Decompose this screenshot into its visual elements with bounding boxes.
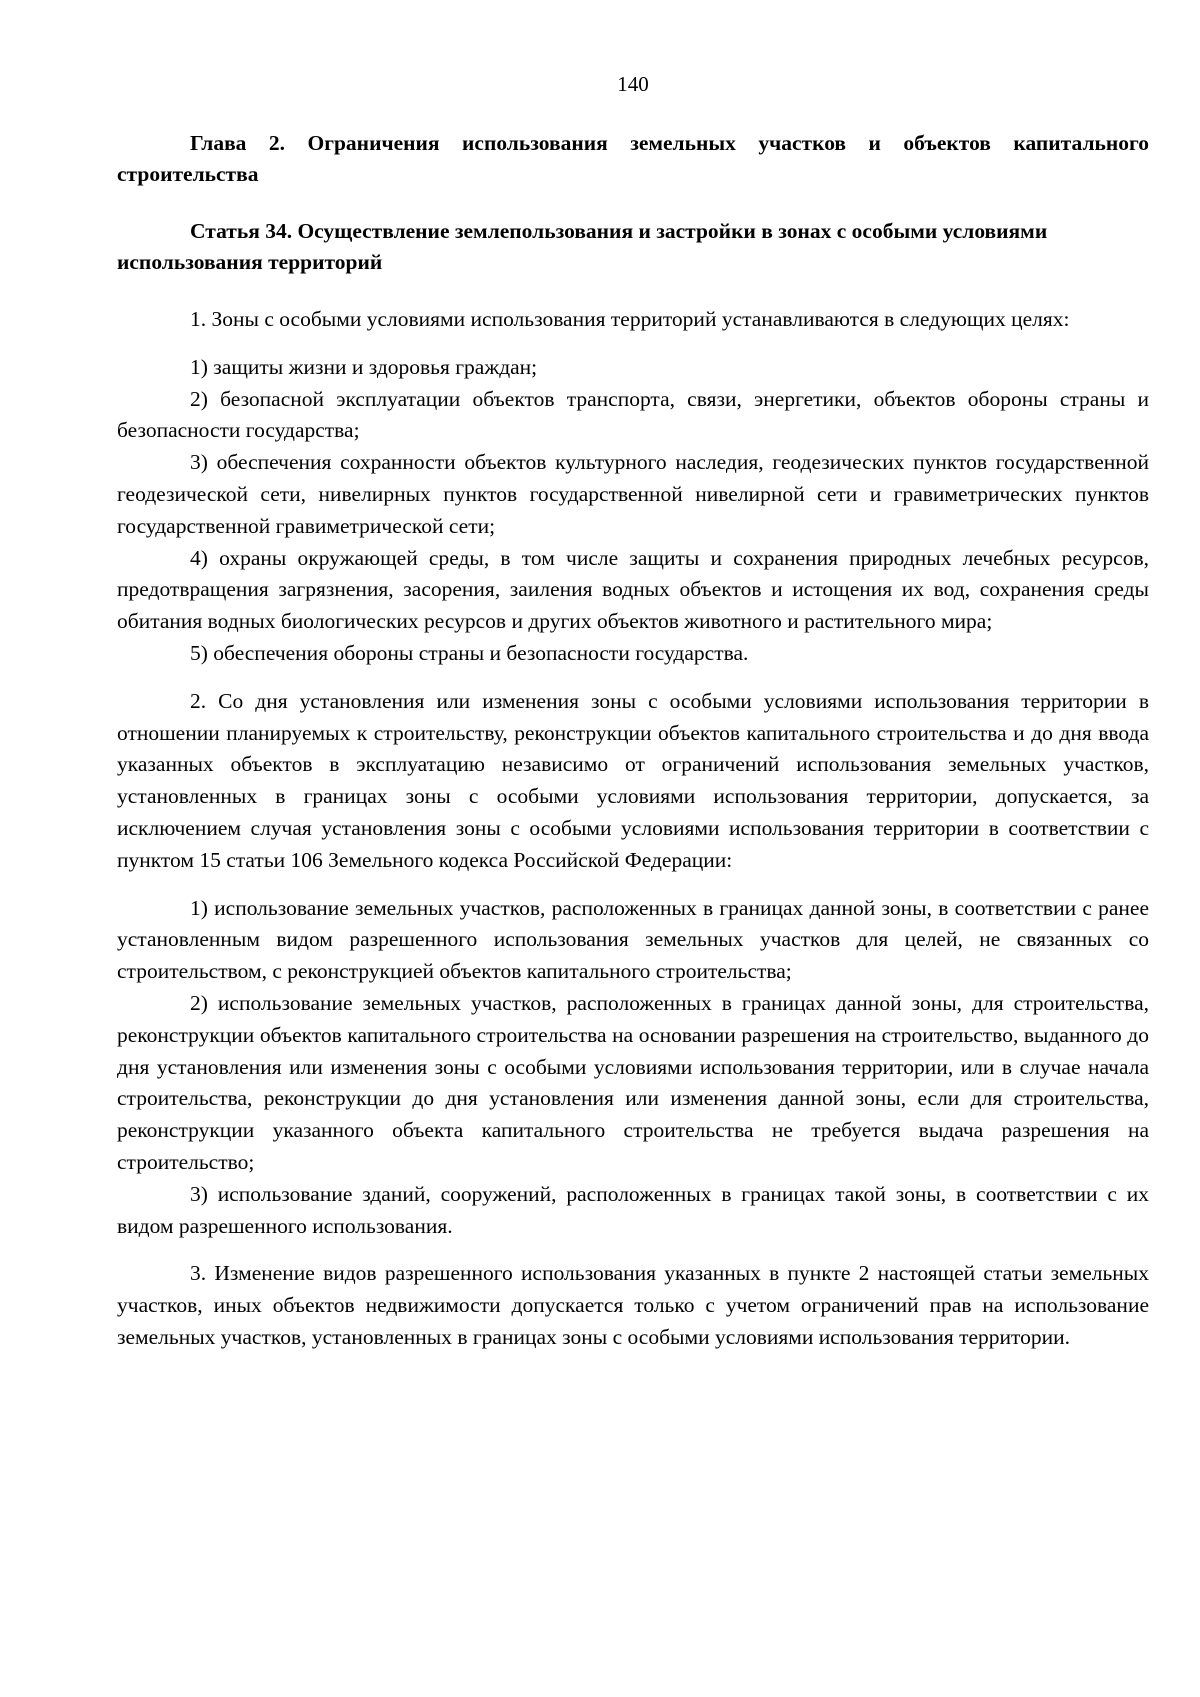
article-body (117, 304, 1149, 1354)
article-heading: Статья 34. Осуществление землепользования и застройки в зонах с особыми условиями использования территорий (117, 219, 1048, 274)
paragraph: 3. Изменение видов разрешенного использования указанных в пункте 2 настоящей статьи земельных участков, иных объектов недвижимости допускается только с учетом ограничений прав на использование земельных участков, установленных в границах зоны с особыми условиями использования территории. (117, 1261, 1149, 1349)
paragraph: 3) использование зданий, сооружений, расположенных в границах такой зоны, в соответствии с их видом разрешенного использования. (117, 1181, 1149, 1238)
paragraph: 1. Зоны с особыми условиями использования территорий устанавливаются в следующих целях: (190, 307, 1070, 331)
paragraph: 4) охраны окружающей среды, в том числе защиты и сохранения природных лечебных ресурсов, предотвращения загрязнения, засорения, заиления водных объектов и истощения их вод, сохранения среды обитания водных биологических ресурсов и других объектов животного и растительного мира; (117, 545, 1149, 634)
paragraph: 2) безопасной эксплуатации объектов транспорта, связи, энергетики, объектов обороны страны и безопасности государства; (117, 386, 1149, 443)
paragraph: 5) обеспечения обороны страны и безопасности государства. (190, 640, 749, 665)
paragraph: 1) использование земельных участков, расположенных в границах данной зоны, в соответствии с ранее установленным видом разрешенного использования земельных участков для целей, не связанных со строительством, с реконструкцией объектов капитального строительства; (117, 895, 1149, 984)
paragraph: 3) обеспечения сохранности объектов культурного наследия, геодезических пунктов государственной геодезической сети, нивелирных пунктов государственной нивелирной сети и гравиметрических пунктов государственной гравиметрической сети; (117, 450, 1149, 538)
paragraph: 1) защиты жизни и здоровья граждан; (190, 354, 538, 379)
paragraph: 2) использование земельных участков, расположенных в границах данной зоны, для строительства, реконструкции объектов капитального строительства на основании разрешения на строительство, выданного до дня установления или изменения зоны с особыми условиями использования территории, или в случае начала строительства, реконструкции до дня установления или изменения данной зоны, если для строительства, реконструкции указанного объекта капитального строительства не требуется выдача разрешения на строительство; (117, 990, 1149, 1174)
paragraph: 2. Со дня установления или изменения зоны с особыми условиями использования территории в отношении планируемых к строительству, реконструкции объектов капитального строительства и до дня ввода указанных объектов в эксплуатацию независимо от ограничений использования земельных участков, установленных в границах зоны с особыми условиями использования территории, допускается, за исключением случая установления зоны с особыми условиями использования территории в соответствии с пунктом 15 статьи 106 Земельного кодекса Российской Федерации: (117, 688, 1149, 872)
page-number: 140 (617, 72, 649, 96)
chapter-heading: Глава 2. Ограничения использования земельных участков и объектов капитального строительства (117, 131, 1149, 186)
